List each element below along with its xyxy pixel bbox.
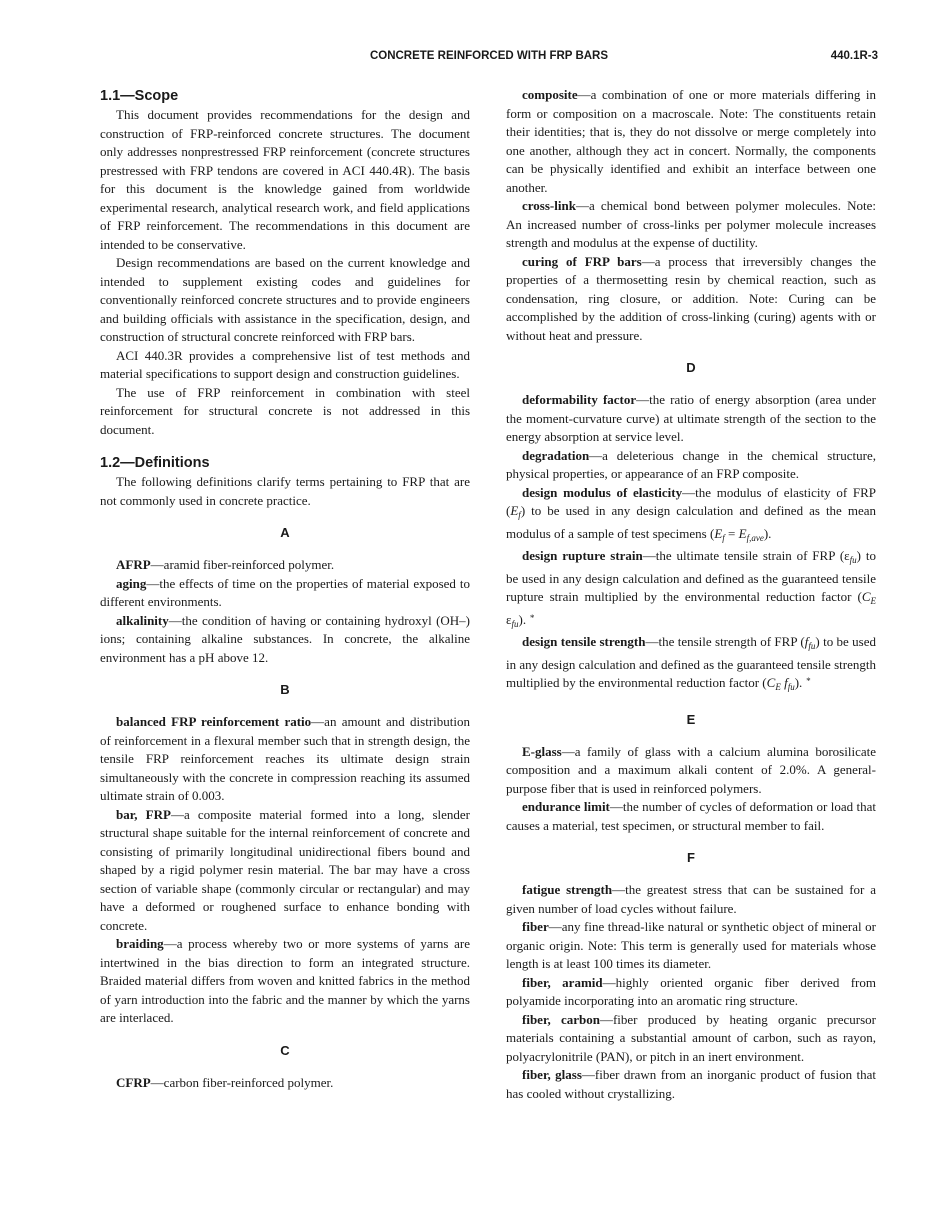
scope-paragraph-4: The use of FRP reinforcement in combination with steel reinforcement for structural concrete is not addressed in this document. (100, 384, 470, 437)
term-cfrp: CFRP (116, 1074, 151, 1090)
term-fatigue-strength: fatigue strength (522, 882, 613, 897)
def-fiber-glass: —fiber drawn from an inorganic product of fusion that has cooled without crystallizing. (506, 1067, 876, 1101)
rupture-ce-sub: E (870, 596, 876, 606)
def-cross-link: —a chemical bond between polymer molecules. Note: An increased number of cross-links per polymer molecule increases strength and modulus at the expense of ductility. (506, 198, 876, 250)
definition-cross-link (506, 197, 876, 253)
def-balanced-ratio: —an amount and distribution of reinforcement in a flexural member such that in strength design, the tensile FRP reinforcement reaches its ultimate design strain simultaneously with the concrete in compression reaching its assumed ultimate strain of 0.003. (100, 714, 470, 803)
term-fiber-carbon: fiber, carbon (522, 1011, 600, 1027)
tensile-f2-sub-text: fu (787, 682, 795, 692)
term-composite: composite (522, 87, 578, 102)
def-rupture-end: ). (518, 611, 527, 627)
term-rupture-strain: design rupture strain (522, 548, 643, 563)
definition-bar-frp (100, 806, 470, 936)
running-header (100, 50, 878, 68)
term-fiber-glass: fiber, glass (522, 1067, 582, 1082)
def-bar-frp: —a composite material formed into a long, slender structural shape suitable for the internal reinforcement of concrete and consisting of primarily longitudinal unidirectional fibers bound and shaped by a rigid polymer resin material. The bar may have a cross section of variable shape (commonly circular or rectangular) and may have a deformed or roughened surface to enhance bonding with concrete. (100, 806, 470, 933)
def-e-glass: —a family of glass with a calcium alumina borosilicate composition and a maximum alkali content of 2.0%. A general-purpose fiber that is used in reinforced polymers. (506, 743, 876, 796)
def-rupture-a: —the ultimate tensile strain of FRP (ε (642, 548, 850, 563)
def-braiding: —a process whereby two or more systems of yarns are intertwined in the bias direction to form an integrated structure. Braided material differs from woven and knitted fabrics in the method of yarn introduction into the fabric and the manner by which the yarns are interlaced. (100, 936, 470, 1025)
rupture-eps-sub (511, 612, 534, 629)
definition-braiding (100, 935, 470, 1028)
def-fiber-aramid: —highly oriented organic fiber derived from polyamide incorporating into an aromatic ring structure. (506, 974, 876, 1008)
tensile-f2: f (780, 675, 788, 690)
term-design-modulus: design modulus of elasticity (522, 484, 683, 500)
def-fatigue-strength: —the greatest stress that can be sustained for a given number of load cycles without failure. (506, 882, 876, 916)
definition-curing (506, 253, 876, 346)
rupture-sub: fu (849, 555, 857, 565)
term-aging: aging (116, 575, 147, 591)
scope-paragraph-1: This document provides recommendations for the design and construction of FRP-reinforced concrete structures. The document only addresses nonprestressed FRP reinforcement (concrete structures prestressed with FRP tendons are covered in ACI 440.4R). The basis for this document is the knowledge gained from worldwide experimental research, analytical research work, and field applications of FRP reinforcement. The recommendations in this document are intended to be conservative. (100, 107, 470, 252)
term-degradation: degradation (522, 447, 590, 463)
term-tensile-strength: design tensile strength (522, 634, 646, 649)
definition-fatigue-strength (506, 881, 876, 918)
def-endurance-limit: —the number of cycles of deformation or load that causes a material, test specimen, or structural member to fail. (506, 799, 876, 833)
def-tensile-end: ). (794, 675, 803, 690)
letter-heading-f: F (687, 850, 695, 865)
definition-tensile-strength (506, 633, 876, 697)
def-design-modulus-a: —the modulus of elasticity of FRP ( (506, 484, 877, 518)
def-fiber-carbon: —fiber produced by heating organic precursor materials containing a substantial amount of carbon, such as rayon, polyacrylonitrile (PAN), or pitch in an inert environment. (506, 1011, 876, 1064)
tensile-ce-sub: E (775, 682, 781, 692)
tensile-ce: C (766, 675, 776, 690)
eq-ef-sub: f (722, 532, 725, 543)
def-tensile-a: —the tensile strength of FRP ( (645, 634, 805, 649)
rupture-eps-sub-text: fu (511, 618, 519, 629)
def-fiber: —any fine thread-like natural or synthetic object of mineral or organic origin. Note: This term is generally used for materials whose length is at least 100 times its diameter. (506, 919, 876, 971)
scope-paragraph-3: ACI 440.3R provides a comprehensive list of test methods and material specifications to support design and construction guidelines. (100, 347, 470, 381)
definition-deformability (506, 391, 876, 447)
def-design-modulus-end: ). (763, 525, 772, 541)
page-number: 440.1R-3 (830, 50, 878, 62)
rupture-star: * (529, 612, 534, 623)
tensile-star: * (805, 676, 811, 686)
definition-design-modulus (506, 484, 876, 548)
rupture-ce: C (861, 589, 871, 604)
tensile-f: f (804, 634, 809, 649)
definition-aging (100, 575, 470, 612)
def-deformability: —the ratio of energy absorption (area under the moment-curvature curve) at ultimate strength of the section to the energy absorption at service level. (506, 392, 876, 444)
eq-efave: E (738, 525, 747, 541)
definition-fiber (506, 918, 876, 974)
def-alkalinity: —the condition of having or containing hydroxyl (OH–) ions; containing alkaline substances. In concrete, the alkaline environment has a pH above 12. (100, 612, 470, 665)
letter-heading-c: C (280, 1042, 290, 1058)
definitions-heading: 1.2—Definitions (100, 455, 210, 471)
definition-balanced-ratio (100, 713, 470, 806)
definition-fiber-aramid (506, 974, 876, 1011)
tensile-f2-sub (787, 676, 811, 692)
eq-ef: E (714, 525, 723, 541)
def-cfrp: —carbon fiber-reinforced polymer. (150, 1074, 334, 1090)
term-cross-link: cross-link (522, 198, 576, 213)
def-degradation: —a deleterious change in the chemical structure, physical properties, or appearance of an FRP composite. (506, 447, 876, 481)
right-column (506, 86, 876, 1103)
eq-equals: = (724, 525, 739, 541)
scope-paragraph-2: Design recommendations are based on the current knowledge and intended to supplement existing codes and guidelines for conventionally reinforced concrete structures and to provide engineers and building officials with assistance in the specification, design, and construction of structural concrete reinforced with FRP bars. (100, 255, 470, 344)
symbol-ef: E (510, 503, 519, 518)
term-curing: curing of FRP bars (522, 253, 642, 269)
def-composite: —a combination of one or more materials differing in form or composition on a macroscale. Note: The constituents retain their identities; that is, they do not dissolve or merge completely into one another, although they act in concert. Normally, the components can be physically identified and exhibit an interface between one another. (506, 87, 876, 195)
definition-rupture-strain (506, 547, 876, 633)
term-e-glass: E-glass (522, 743, 562, 759)
term-braiding: braiding (116, 936, 164, 951)
def-rupture-b: ) to be used in any design calculation and defined as the guaranteed tensile rupture strain multiplied by the environmental reduction factor ( (506, 548, 876, 604)
def-aging: —the effects of time on the properties of material exposed to different environments. (100, 575, 470, 609)
definition-e-glass (506, 743, 876, 799)
definition-afrp (100, 556, 470, 575)
rupture-eps: ε (506, 611, 512, 627)
term-afrp: AFRP (116, 557, 151, 572)
left-column (100, 86, 470, 1092)
eq-efave-sub: f,ave (746, 532, 764, 543)
running-title: CONCRETE REINFORCED WITH FRP BARS (369, 50, 609, 62)
term-balanced-ratio: balanced FRP reinforcement ratio (116, 714, 312, 729)
def-curing: —a process that irreversibly changes the properties of a thermosetting resin by chemical reaction, such as condensation, ring closure, or addition. Note: Curing can be accomplished by the addition of cross-linking (curing) agents with or without heat and pressure. (506, 253, 876, 343)
term-fiber: fiber (522, 919, 549, 934)
tensile-f-sub: fu (808, 641, 816, 651)
definitions-intro: The following definitions clarify terms pertaining to FRP that are not commonly used in concrete practice. (100, 474, 470, 508)
definition-fiber-carbon (506, 1011, 876, 1067)
term-bar-frp: bar, FRP (116, 806, 171, 822)
definition-fiber-glass (506, 1066, 876, 1103)
definition-composite (506, 86, 876, 197)
term-endurance-limit: endurance limit (522, 799, 610, 814)
letter-heading-a: A (280, 525, 290, 540)
term-fiber-aramid: fiber, aramid (522, 974, 603, 990)
definition-degradation (506, 447, 876, 484)
symbol-ef-sub: f (518, 510, 521, 520)
def-tensile-b: ) to be used in any design calculation and defined as the guaranteed tensile strength multiplied by the environmental reduction factor ( (506, 634, 877, 690)
term-alkalinity: alkalinity (116, 612, 169, 628)
letter-heading-e: E (686, 711, 696, 727)
definition-endurance-limit (506, 798, 876, 835)
definition-alkalinity (100, 612, 470, 668)
letter-heading-b: B (280, 682, 290, 697)
letter-heading-d: D (686, 360, 696, 375)
term-deformability: deformability factor (522, 392, 637, 407)
scope-heading: 1.1—Scope (100, 88, 179, 104)
definition-cfrp (100, 1074, 470, 1093)
def-design-modulus-b: ) to be used in any design calculation and defined as the mean modulus of a sample of test specimens ( (506, 503, 876, 541)
def-afrp: —aramid fiber-reinforced polymer. (150, 557, 335, 572)
